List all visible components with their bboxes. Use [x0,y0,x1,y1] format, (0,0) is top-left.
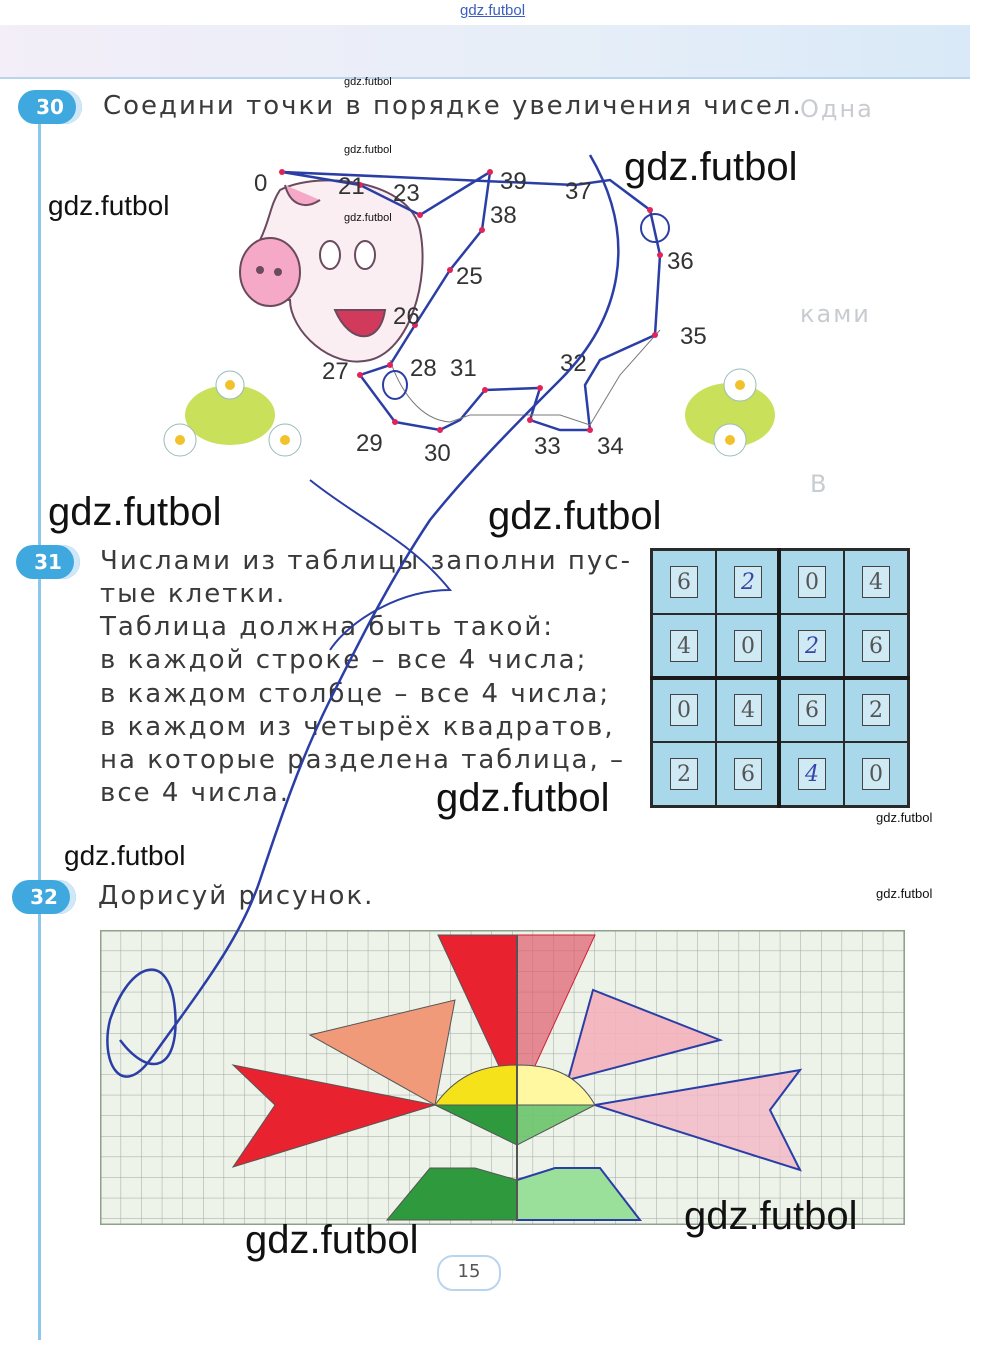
task-31-line: в каждой строке – все 4 числа; [100,645,588,675]
dot-label: 27 [322,358,349,385]
dot-label: 31 [450,355,477,382]
bleed-through-text: В [810,470,829,498]
grid-cell-value: 0 [798,566,826,598]
dot-label: 28 [410,355,437,382]
grid-cell-value: 2 [734,566,762,598]
dot-label: 34 [597,433,624,460]
task-31-line: на которые разделена таблица, – [100,745,625,775]
watermark: gdz.futbol [64,840,186,871]
task-31-line: все 4 числа. [100,778,291,808]
grid-cell-value: 6 [862,630,890,662]
page-number: 15 [437,1255,501,1291]
task-badge-30: 30 [18,90,82,124]
task-31-line: Таблица должна быть такой: [100,612,555,642]
dot-label: 35 [680,323,707,350]
bleed-through-text: ками [800,300,871,328]
grid-cell-value: 4 [798,758,826,790]
watermark-top: gdz.futbol [460,2,526,19]
watermark: gdz.futbol [344,212,392,224]
watermark: gdz.futbol [684,1194,858,1238]
watermark: gdz.futbol [876,886,933,901]
dot-label: 39 [500,168,527,195]
task-31-line: Числами из таблицы заполни пус- [100,546,632,576]
dot-label: 30 [424,440,451,467]
grid-cell-value: 0 [734,630,762,662]
bleed-through-text: Одна [800,95,874,123]
dot-label: 36 [667,248,694,275]
dot-label: 0 [254,170,268,197]
grid-cell-value: 6 [798,694,826,726]
watermark: gdz.futbol [436,776,610,820]
watermark: gdz.futbol [48,190,170,221]
grid-cell-value: 4 [670,630,698,662]
grid-cell-value: 2 [798,630,826,662]
watermark: gdz.futbol [344,76,392,88]
dot-label: 23 [393,180,420,207]
watermark: gdz.futbol [488,494,662,538]
task-badge-32: 32 [12,880,76,914]
watermark: gdz.futbol [245,1218,419,1262]
watermark: gdz.futbol [876,810,933,825]
grid-cell-value: 2 [862,694,890,726]
dot-label: 33 [534,433,561,460]
grid-cell-value: 6 [734,758,762,790]
task-32-instruction: Дорисуй рисунок. [98,881,375,911]
task-31-line: тые клетки. [100,579,287,609]
dot-label: 25 [456,263,483,290]
dot-label: 29 [356,430,383,457]
watermark: gdz.futbol [624,145,798,189]
grid-cell-value: 0 [862,758,890,790]
dot-label: 21 [338,173,365,200]
task-31-line: в каждом столбце – все 4 числа; [100,679,611,709]
dot-label: 32 [560,350,587,377]
grid-cell-value: 6 [670,566,698,598]
watermark: gdz.futbol [344,144,392,156]
grid-cell-value: 4 [862,566,890,598]
dot-label: 38 [490,202,517,229]
task-badge-31: 31 [16,545,80,579]
grid-cell-value: 4 [734,694,762,726]
grid-cell-value: 0 [670,694,698,726]
dot-label: 37 [565,178,592,205]
grid-cell-value: 2 [670,758,698,790]
task-30-instruction: Соедини точки в порядке увеличения чисел. [103,91,803,121]
dot-label: 26 [393,303,420,330]
watermark: gdz.futbol [48,490,222,534]
task-31-line: в каждом из четырёх квадратов, [100,712,615,742]
